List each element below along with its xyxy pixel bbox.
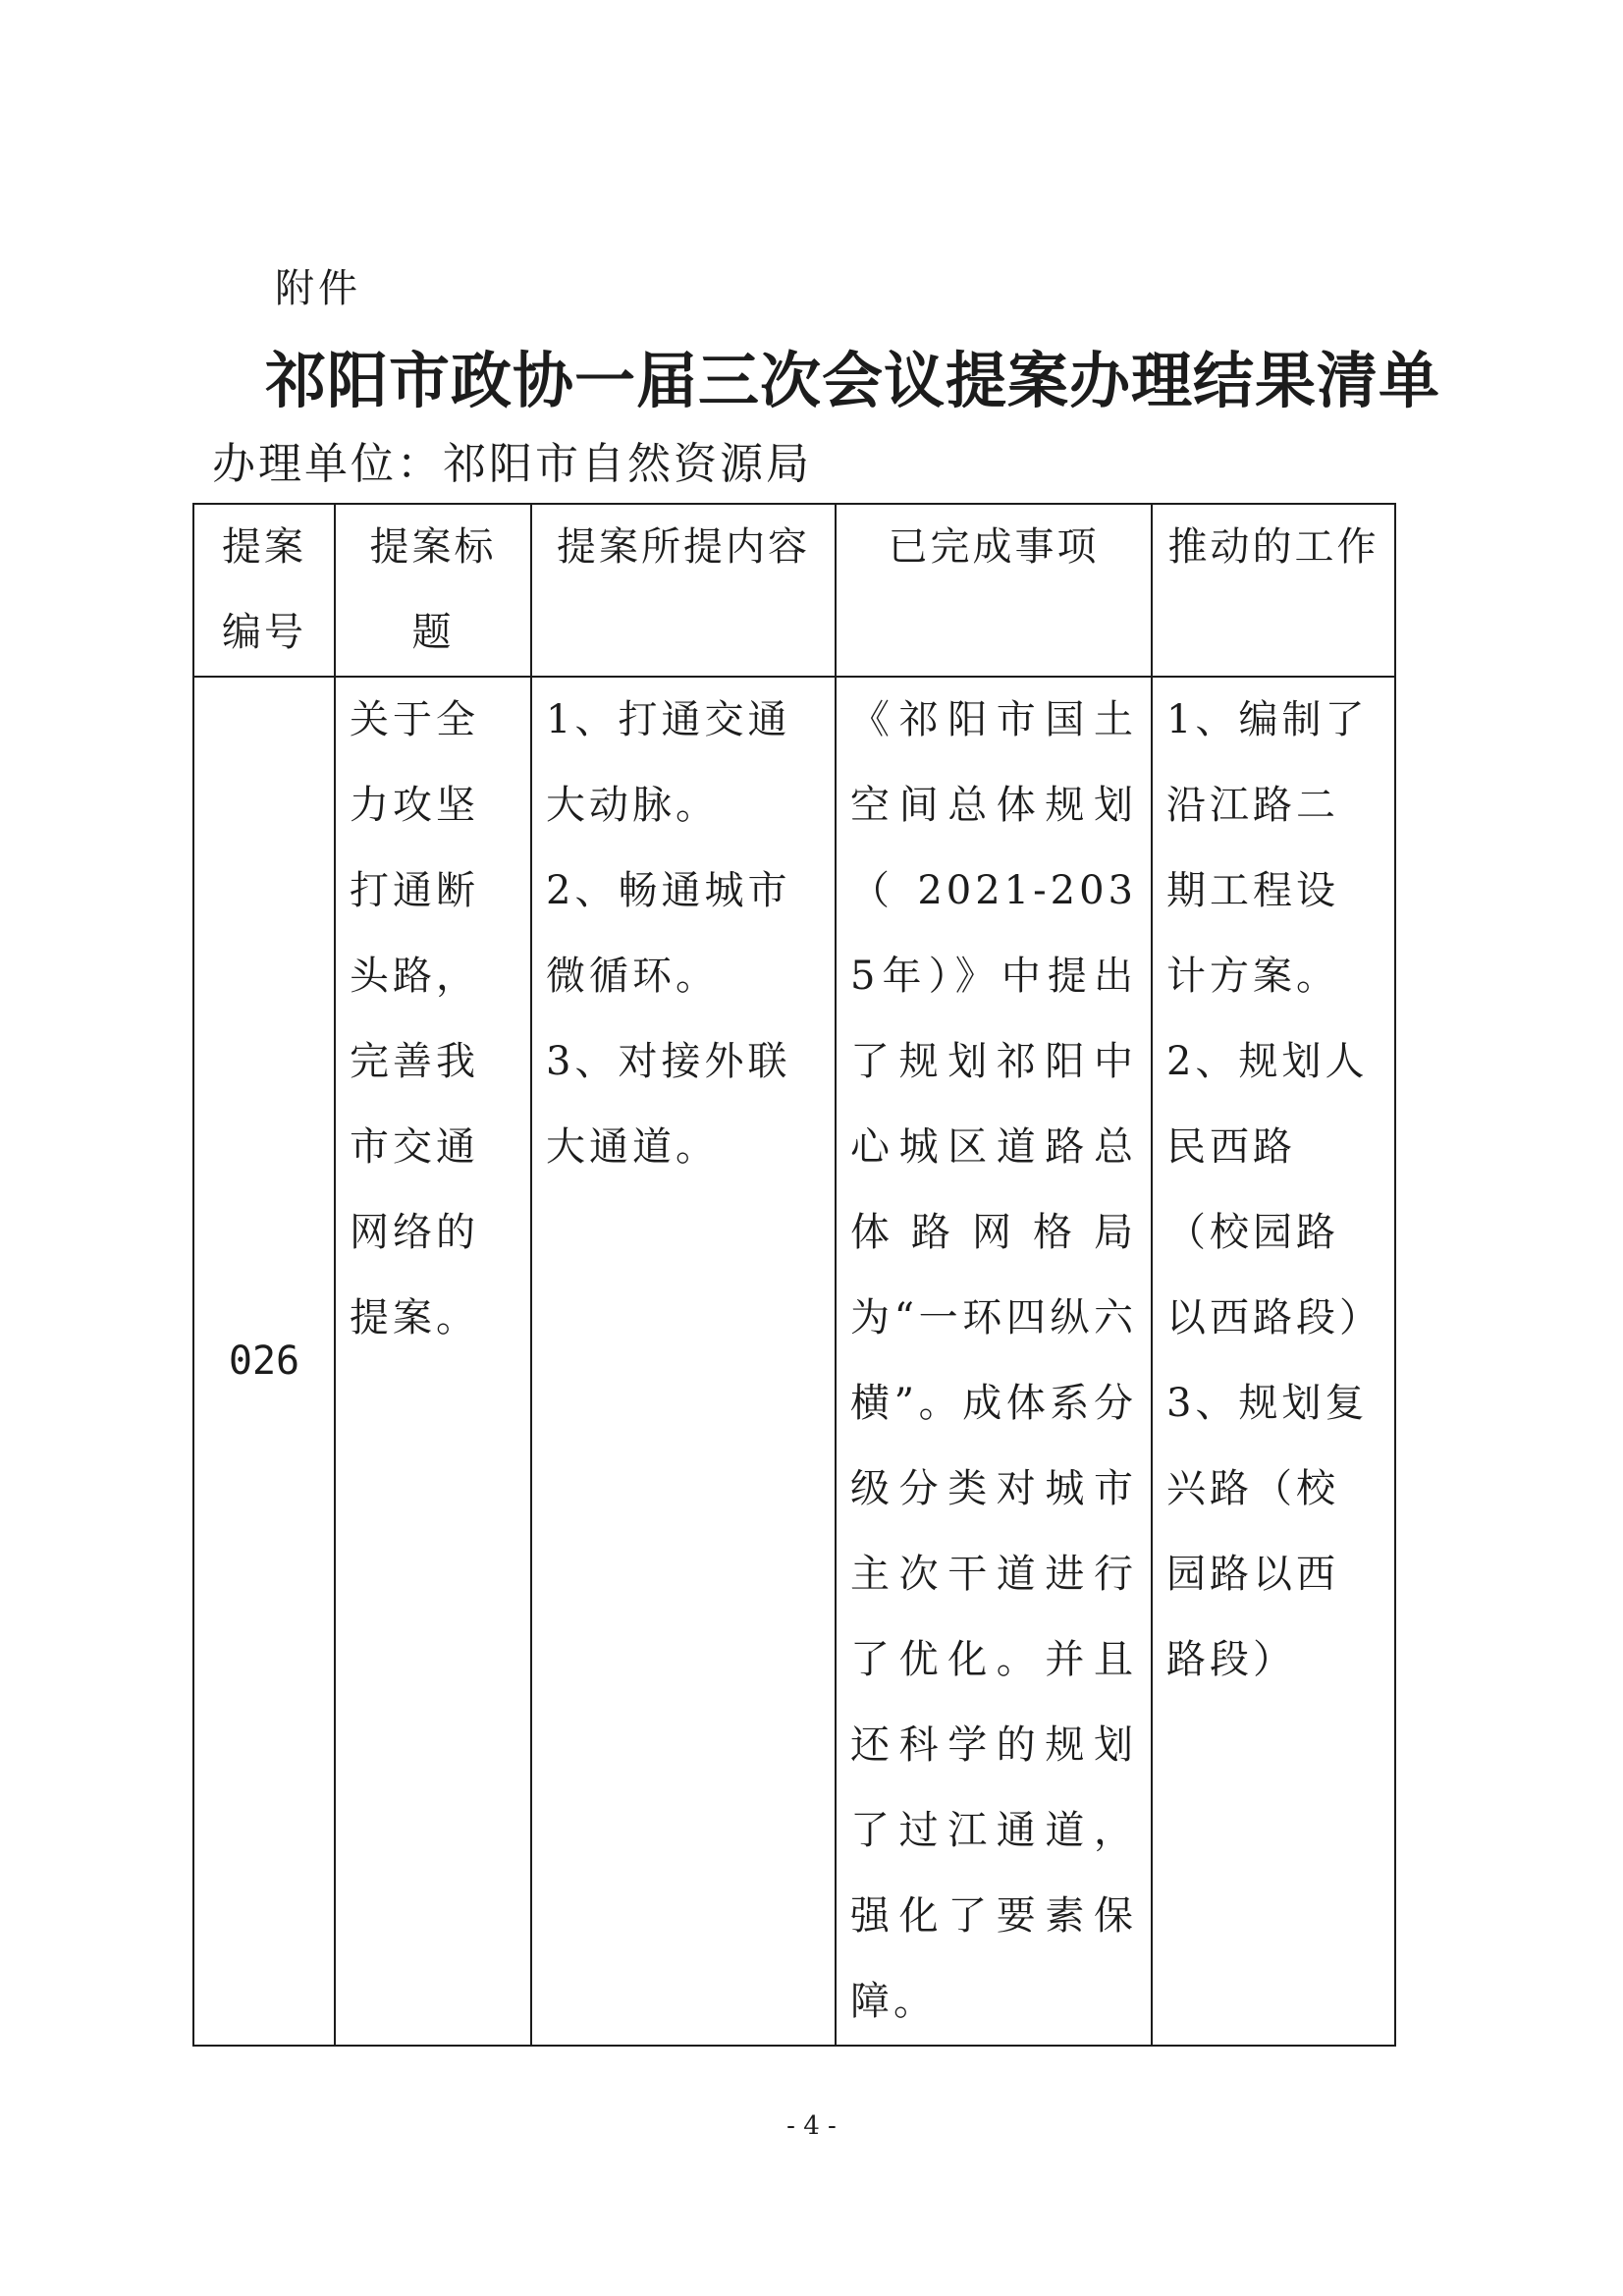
attachment-label: 附件 [275, 266, 361, 311]
completed-items-cell [836, 677, 1152, 2046]
page-number: - 4 - [786, 2111, 837, 2141]
completed-items: 《祁阳市国土空间总体规划（2021-2035年）》中提出了规划祁阳中心城区道路总体路网格局为“一环四纵六横”。成体系分级分类对城市主次干道进行了优化。并且还科学的规划了过江通道，强化了要素保障。 [850, 697, 1137, 2024]
proposal-number: 026 [193, 677, 335, 2046]
work-item: 2、规划人民西路（校园路以西路段） [1166, 1039, 1382, 1340]
header-completed-items: 已完成事项 [836, 504, 1152, 677]
content-item: 1、打通交通大动脉。 [546, 697, 791, 828]
proposal-result-table [192, 503, 1396, 2047]
work-item: 3、规划复兴路（校园路以西路段） [1166, 1381, 1369, 1682]
proposal-content-cell [531, 677, 836, 2046]
content-item: 2、畅通城市微循环。 [546, 868, 791, 999]
table-header-row [193, 504, 1395, 677]
work-item: 1、编制了沿江路二期工程设计方案。 [1166, 697, 1369, 999]
table-row [193, 677, 1395, 2046]
header-proposal-number: 提案编号 [193, 504, 335, 677]
handling-unit: 办理单位：祁阳市自然资源局 [212, 439, 812, 489]
content-item: 3、对接外联大通道。 [546, 1039, 791, 1170]
header-promoted-work: 推动的工作 [1152, 504, 1395, 677]
header-proposal-content: 提案所提内容 [531, 504, 836, 677]
proposal-title-cell [335, 677, 531, 2046]
promoted-work-cell [1152, 677, 1395, 2046]
proposal-title: 关于全力攻坚打通断头路，完善我市交通网络的提案。 [350, 697, 479, 1340]
header-proposal-title: 提案标题 [335, 504, 531, 677]
document-title: 祁阳市政协一届三次会议提案办理结果清单 [265, 345, 1441, 416]
